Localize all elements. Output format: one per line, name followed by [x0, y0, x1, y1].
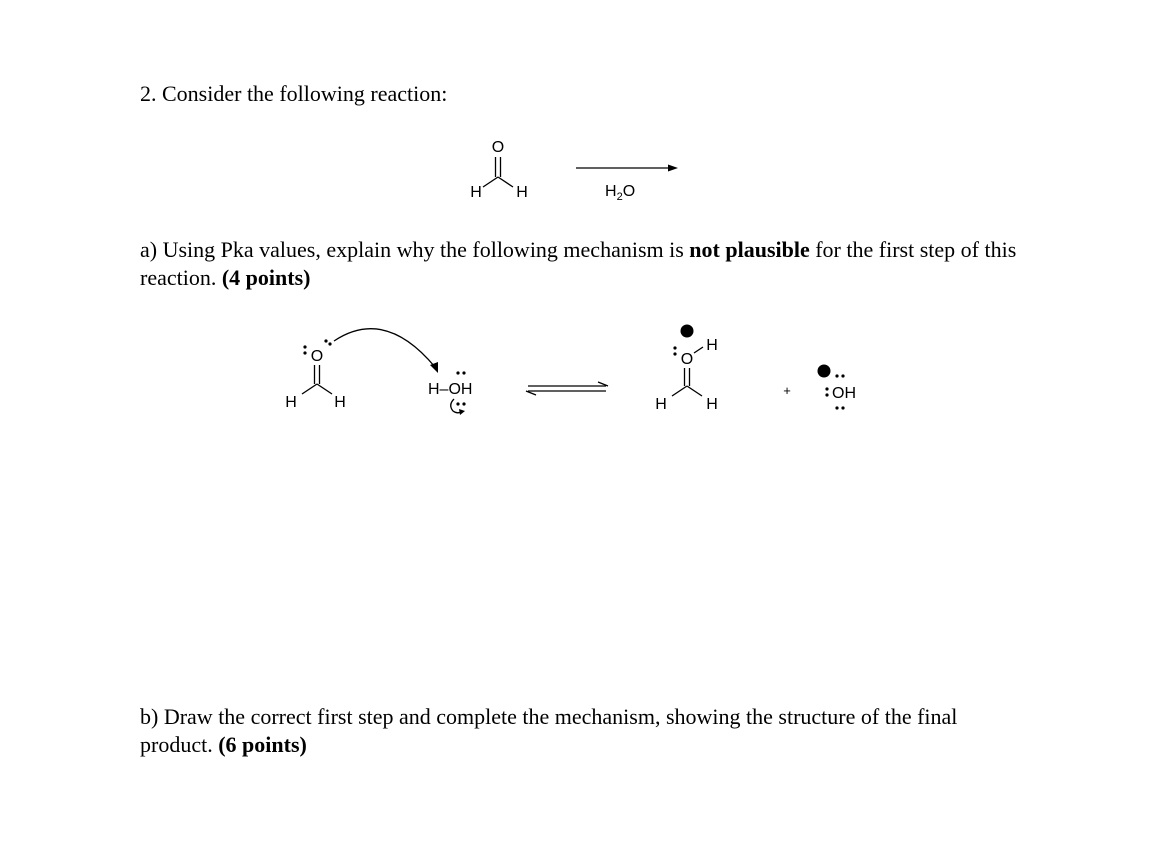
lone-pair-dot	[841, 374, 844, 377]
protonated-right-ch-bond	[687, 386, 702, 396]
mechanism-left-ch-bond	[302, 384, 317, 394]
lone-pair-dot	[328, 342, 331, 345]
lone-pair-dot	[841, 406, 844, 409]
part-a-text-continued: for the first step of this reaction.	[140, 237, 1017, 290]
lone-pair-dot	[825, 393, 828, 396]
part-a-prompt	[140, 236, 1020, 292]
protonated-oxygen-hydrogen: H	[706, 337, 718, 354]
question-title: 2. Consider the following reaction:	[140, 81, 448, 106]
mechanism-oxygen-label: O	[310, 348, 324, 365]
left-hydrogen-label: H	[470, 184, 482, 201]
formaldehyde-structure	[470, 139, 528, 201]
mechanism-left-hydrogen: H	[285, 394, 297, 411]
part-a-points: (4 points)	[221, 265, 311, 290]
part-a-emphasis: not plausible	[689, 237, 810, 262]
mechanism-formaldehyde	[285, 339, 346, 411]
part-b-text: b) Draw the correct first step and complete the mechanism, showing the structure of the final product.	[140, 704, 958, 757]
lone-pair-dot	[673, 352, 676, 355]
lone-pair-dot	[835, 374, 838, 377]
bond-break-arrow-head	[459, 409, 465, 415]
hydroxide-label: OH	[832, 385, 856, 402]
mechanism-right-hydrogen: H	[334, 394, 346, 411]
protonated-left-hydrogen: H	[655, 396, 667, 413]
left-ch-bond	[483, 177, 498, 187]
curved-electron-arrow	[334, 329, 435, 367]
mechanism-scheme	[270, 315, 890, 425]
hydroxide-ion	[818, 365, 857, 410]
part-a-text: a) Using Pka values, explain why the following mechanism is	[140, 237, 690, 262]
lone-pair-dot	[303, 345, 306, 348]
lone-pair-dot	[825, 387, 828, 390]
reagent-water-label: $H_2O$	[605, 183, 636, 203]
protonated-left-ch-bond	[672, 386, 687, 396]
mechanism-right-ch-bond	[317, 384, 332, 394]
reaction-arrow	[576, 165, 678, 172]
equilibrium-arrows	[526, 382, 608, 395]
lone-pair-dot	[303, 351, 306, 354]
lone-pair-dot	[462, 402, 465, 405]
oh-bond	[694, 347, 703, 353]
part-b-prompt	[140, 703, 1020, 759]
water-label: H–OH	[428, 381, 473, 398]
mechanism-water	[428, 371, 472, 415]
curved-arrow-head	[430, 362, 438, 373]
plus-sign: +	[783, 383, 791, 398]
lone-pair-dot	[456, 371, 459, 374]
protonated-oxygen-label: O	[680, 351, 694, 368]
reaction-arrow-head	[668, 165, 678, 172]
right-ch-bond	[498, 177, 513, 187]
carbonyl-oxygen-label: O	[491, 139, 505, 156]
protonated-formaldehyde	[655, 325, 718, 414]
part-b-points: (6 points)	[218, 732, 307, 757]
overall-reaction-scheme	[440, 130, 700, 210]
lone-pair-dot	[673, 346, 676, 349]
protonated-right-hydrogen: H	[706, 396, 718, 413]
lone-pair-dot	[324, 339, 327, 342]
right-hydrogen-label: H	[516, 184, 528, 201]
lone-pair-dot	[462, 371, 465, 374]
lone-pair-dot	[456, 402, 459, 405]
lone-pair-dot	[835, 406, 838, 409]
